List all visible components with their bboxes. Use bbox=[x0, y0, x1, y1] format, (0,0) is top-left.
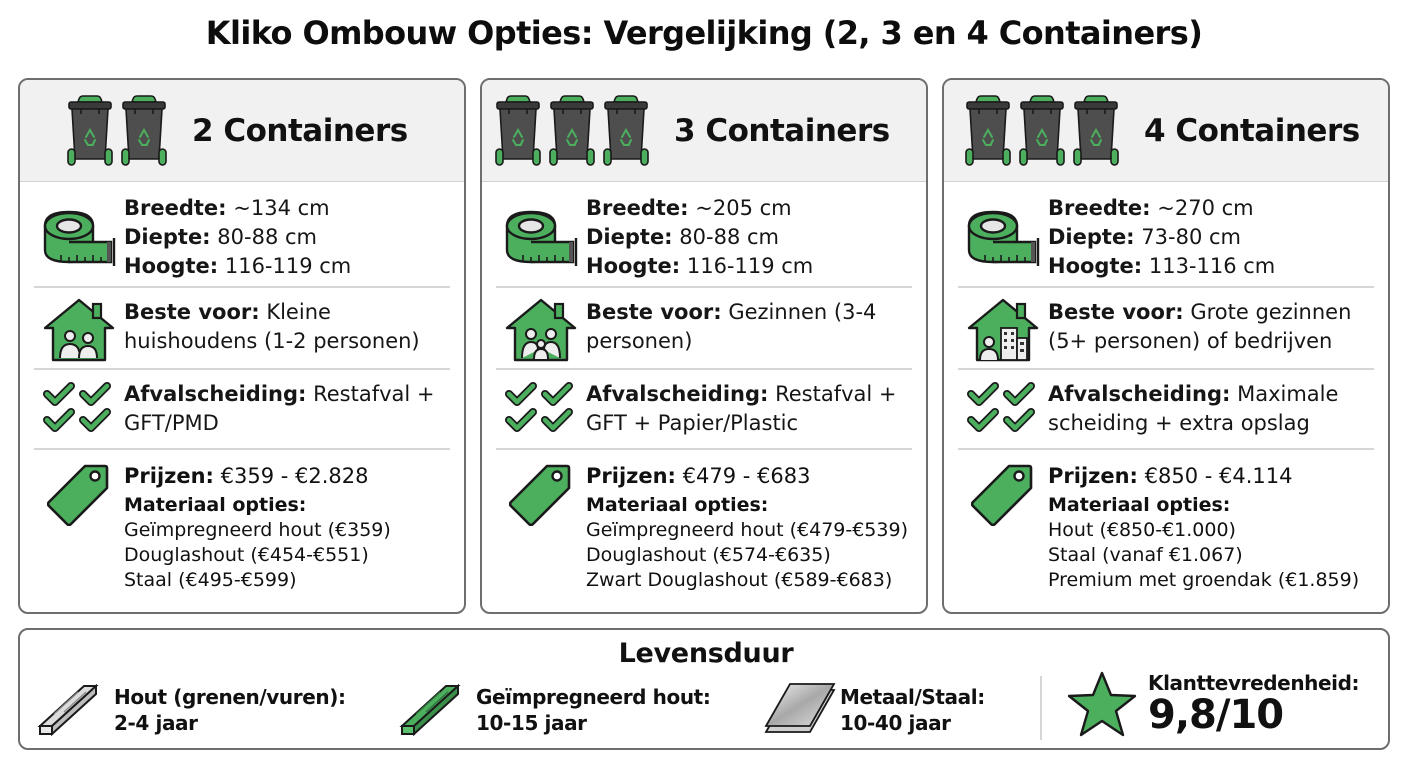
waste-separation-section bbox=[958, 370, 1374, 450]
height-value: 113-116 cm bbox=[1148, 254, 1276, 278]
width-label: Breedte: bbox=[1048, 196, 1151, 220]
lifespan-label: Hout (grenen/vuren): bbox=[114, 685, 346, 709]
price-section bbox=[496, 450, 912, 593]
depth-value: 73-80 cm bbox=[1141, 225, 1241, 249]
metal-sheet-icon bbox=[760, 682, 838, 738]
width-label: Breedte: bbox=[124, 196, 227, 220]
material-options-label: Materiaal opties: bbox=[1048, 494, 1231, 516]
treated-wood-plank-icon bbox=[396, 682, 474, 738]
card-3-containers bbox=[480, 78, 928, 614]
material-option: Zwart Douglashout (€589-€683) bbox=[586, 569, 893, 591]
measuring-tape-icon bbox=[39, 202, 119, 266]
separation-label: Afvalscheiding: bbox=[586, 382, 769, 406]
dimensions-section bbox=[496, 182, 912, 288]
price-value: €479 - €683 bbox=[682, 464, 811, 488]
waste-bin-icon bbox=[1072, 95, 1120, 167]
divider bbox=[1040, 676, 1042, 740]
checkmarks-icon bbox=[967, 380, 1039, 436]
lifespan-value: 10-40 jaar bbox=[840, 711, 951, 735]
dimensions-section bbox=[34, 182, 450, 288]
lifespan-value: 2-4 jaar bbox=[114, 711, 198, 735]
price-label: Prijzen: bbox=[124, 464, 214, 488]
depth-value: 80-88 cm bbox=[217, 225, 317, 249]
card-title: 3 Containers bbox=[674, 112, 890, 149]
bins-group bbox=[494, 95, 650, 167]
material-options-label: Materiaal opties: bbox=[124, 494, 307, 516]
best-for-label: Beste voor: bbox=[1048, 300, 1184, 324]
best-for-value: Kleine huishoudens (1-2 personen) bbox=[124, 300, 420, 353]
price-tag-icon bbox=[47, 462, 111, 526]
depth-label: Diepte: bbox=[124, 225, 211, 249]
price-value: €850 - €4.114 bbox=[1144, 464, 1293, 488]
waste-bin-icon bbox=[964, 95, 1012, 167]
waste-separation-section bbox=[34, 370, 450, 450]
card-4-containers bbox=[942, 78, 1390, 614]
separation-value: Maximale scheiding + extra opslag bbox=[1048, 382, 1339, 435]
width-value: ~205 cm bbox=[695, 196, 792, 220]
waste-bin-icon bbox=[120, 95, 168, 167]
best-for-section bbox=[34, 288, 450, 370]
house-family-icon bbox=[43, 298, 115, 362]
waste-separation-section bbox=[496, 370, 912, 450]
lifespan-item-metal bbox=[760, 682, 985, 738]
star-icon bbox=[1066, 670, 1138, 738]
card-header bbox=[944, 80, 1388, 182]
dimensions-section bbox=[958, 182, 1374, 288]
bins-group bbox=[964, 95, 1120, 167]
measuring-tape-icon bbox=[501, 202, 581, 266]
card-header bbox=[482, 80, 926, 182]
house-family-icon bbox=[505, 298, 577, 362]
separation-value: Restafval + GFT + Papier/Plastic bbox=[586, 382, 897, 435]
rating-label: Klanttevredenheid: bbox=[1148, 671, 1360, 695]
price-section bbox=[34, 450, 450, 593]
lifespan-item-wood bbox=[34, 682, 346, 738]
card-header bbox=[20, 80, 464, 182]
height-value: 116-119 cm bbox=[224, 254, 352, 278]
lifespan-title: Levensduur bbox=[618, 638, 794, 669]
height-label: Hoogte: bbox=[1048, 254, 1143, 278]
material-options-label: Materiaal opties: bbox=[586, 494, 769, 516]
bins-group bbox=[66, 95, 168, 167]
waste-bin-icon bbox=[602, 95, 650, 167]
measuring-tape-icon bbox=[963, 202, 1043, 266]
material-option: Premium met groendak (€1.859) bbox=[1048, 569, 1360, 591]
best-for-section bbox=[496, 288, 912, 370]
depth-value: 80-88 cm bbox=[679, 225, 779, 249]
separation-label: Afvalscheiding: bbox=[124, 382, 307, 406]
best-for-label: Beste voor: bbox=[124, 300, 260, 324]
lifespan-panel bbox=[18, 628, 1390, 750]
lifespan-label: Metaal/Staal: bbox=[840, 685, 985, 709]
lifespan-item-treated-wood bbox=[396, 682, 710, 738]
best-for-value: Grote gezinnen (5+ personen) of bedrijven bbox=[1048, 300, 1352, 353]
checkmarks-icon bbox=[43, 380, 115, 436]
customer-satisfaction bbox=[1066, 670, 1359, 738]
price-label: Prijzen: bbox=[1048, 464, 1138, 488]
separation-value: Restafval + GFT/PMD bbox=[124, 382, 435, 435]
material-option: Staal (€495-€599) bbox=[124, 569, 297, 591]
width-value: ~134 cm bbox=[233, 196, 330, 220]
card-title: 4 Containers bbox=[1144, 112, 1360, 149]
price-section bbox=[958, 450, 1374, 593]
depth-label: Diepte: bbox=[1048, 225, 1135, 249]
waste-bin-icon bbox=[66, 95, 114, 167]
separation-label: Afvalscheiding: bbox=[1048, 382, 1231, 406]
width-label: Breedte: bbox=[586, 196, 689, 220]
material-option: Staal (vanaf €1.067) bbox=[1048, 544, 1243, 566]
price-label: Prijzen: bbox=[586, 464, 676, 488]
waste-bin-icon bbox=[494, 95, 542, 167]
width-value: ~270 cm bbox=[1157, 196, 1254, 220]
depth-label: Diepte: bbox=[586, 225, 673, 249]
height-label: Hoogte: bbox=[586, 254, 681, 278]
best-for-label: Beste voor: bbox=[586, 300, 722, 324]
material-option: Douglashout (€454-€551) bbox=[124, 544, 369, 566]
lifespan-value: 10-15 jaar bbox=[476, 711, 587, 735]
material-option: Douglashout (€574-€635) bbox=[586, 544, 831, 566]
waste-bin-icon bbox=[548, 95, 596, 167]
height-label: Hoogte: bbox=[124, 254, 219, 278]
price-tag-icon bbox=[509, 462, 573, 526]
price-tag-icon bbox=[971, 462, 1035, 526]
height-value: 116-119 cm bbox=[686, 254, 814, 278]
page-title: Kliko Ombouw Opties: Vergelijking (2, 3 en 4 Containers) bbox=[205, 14, 1203, 52]
card-2-containers bbox=[18, 78, 466, 614]
material-option: Geïmpregneerd hout (€359) bbox=[124, 519, 391, 541]
price-value: €359 - €2.828 bbox=[220, 464, 369, 488]
rating-value: 9,8/10 bbox=[1148, 692, 1284, 738]
lifespan-label: Geïmpregneerd hout: bbox=[476, 685, 711, 709]
waste-bin-icon bbox=[1018, 95, 1066, 167]
wood-plank-icon bbox=[34, 682, 112, 738]
checkmarks-icon bbox=[505, 380, 577, 436]
best-for-section bbox=[958, 288, 1374, 370]
best-for-value: Gezinnen (3-4 personen) bbox=[586, 300, 877, 353]
material-option: Hout (€850-€1.000) bbox=[1048, 519, 1236, 541]
house-business-icon bbox=[967, 298, 1039, 362]
card-title: 2 Containers bbox=[192, 112, 408, 149]
material-option: Geïmpregneerd hout (€479-€539) bbox=[586, 519, 908, 541]
